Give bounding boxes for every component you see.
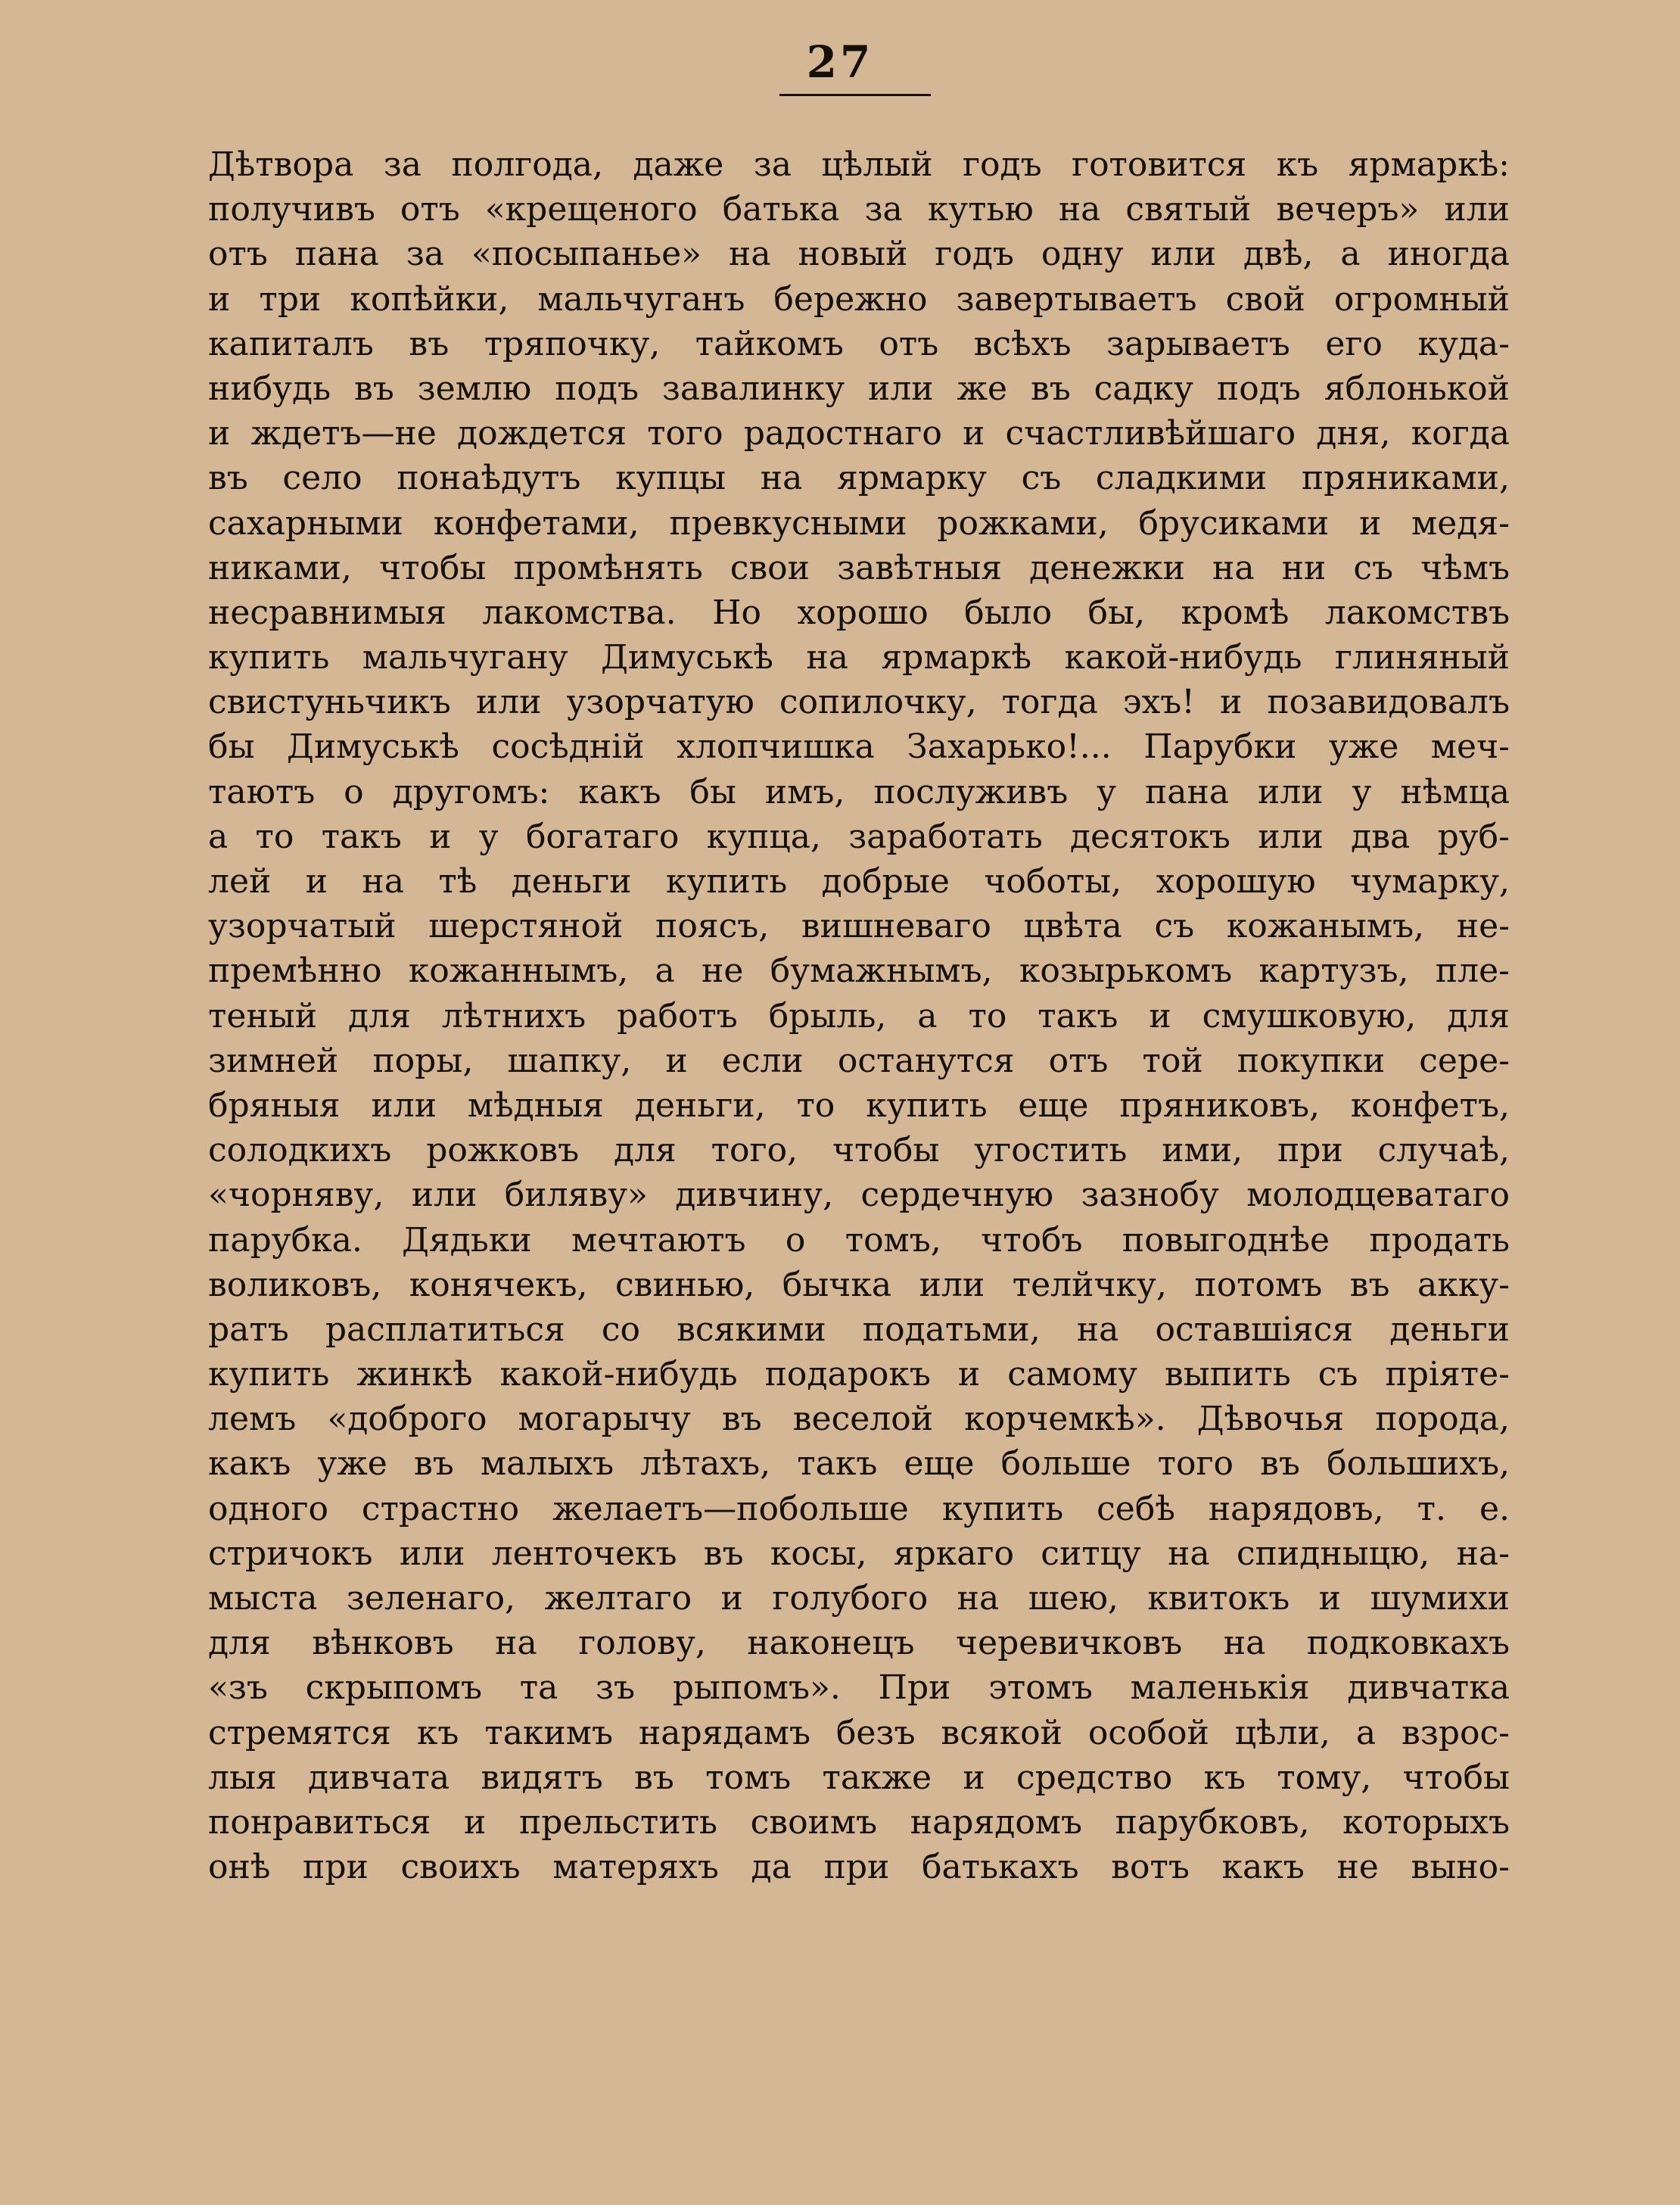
text-line: узорчатый шерстяной поясъ, вишневаго цвѣта съ кожанымъ, не- xyxy=(208,907,1510,946)
text-line: бы Димуськѣ сосѣдній хлопчишка Захарько!... Парубки уже меч- xyxy=(208,727,1510,767)
text-line: теный для лѣтнихъ работъ брыль, а то такъ и смушковую, для xyxy=(208,996,1510,1036)
text-line: ратъ расплатиться со всякими податьми, на оставшіяся деньги xyxy=(208,1310,1510,1349)
text-line: стремятся къ такимъ нарядамъ безъ всякой особой цѣли, а взрос- xyxy=(208,1713,1510,1752)
text-line: парубка. Дядьки мечтаютъ о томъ, чтобъ повыгоднѣе продать xyxy=(208,1220,1510,1260)
text-line: никами, чтобы промѣнять свои завѣтныя денежки на ни съ чѣмъ xyxy=(208,548,1510,587)
text-line: Дѣтвора за полгода, даже за цѣлый годъ готовится къ ярмаркѣ: xyxy=(208,145,1510,184)
page-number: 27 xyxy=(806,36,874,88)
text-line: несравнимыя лакомства. Но хорошо было бы, кромѣ лакомствъ xyxy=(208,593,1510,632)
text-line: сахарными конфетами, превкусными рожками, брусиками и медя- xyxy=(208,503,1510,543)
text-line: и ждетъ—не дождется того радостнаго и счастливѣйшаго дня, когда xyxy=(208,414,1510,453)
text-line: одного страстно желаетъ—побольше купить себѣ нарядовъ, т. е. xyxy=(208,1489,1510,1528)
text-line: лыя дивчата видятъ въ томъ также и средство къ тому, чтобы xyxy=(208,1758,1510,1797)
text-line: премѣнно кожаннымъ, а не бумажнымъ, козырькомъ картузъ, пле- xyxy=(208,951,1510,991)
text-line: получивъ отъ «крещеного батька за кутью на святый вечеръ» или xyxy=(208,190,1510,229)
text-line: для вѣнковъ на голову, наконецъ черевичковъ на подковкахъ xyxy=(208,1624,1510,1663)
text-line: «зъ скрыпомъ та зъ рыпомъ». При этомъ маленькія дивчатка xyxy=(208,1668,1510,1708)
text-line: въ село понаѣдутъ купцы на ярмарку съ сладкими пряниками, xyxy=(208,459,1510,498)
text-line: таютъ о другомъ: какъ бы имъ, послуживъ у пана или у нѣмца xyxy=(208,772,1510,811)
text-line: какъ уже въ малыхъ лѣтахъ, такъ еще больше того въ большихъ, xyxy=(208,1444,1510,1484)
text-line: зимней поры, шапку, и если останутся отъ той покупки сере- xyxy=(208,1041,1510,1080)
text-line: капиталъ въ тряпочку, тайкомъ отъ всѣхъ зарываетъ его куда- xyxy=(208,324,1510,363)
text-line: и три копѣйки, мальчуганъ бережно завертываетъ свой огромный xyxy=(208,279,1510,319)
text-line: лемъ «доброго могарычу въ веселой корчемкѣ». Дѣвочья порода, xyxy=(208,1400,1510,1439)
text-line: «чорняву, или биляву» дивчину, сердечную зазнобу молодцеватаго xyxy=(208,1176,1510,1215)
text-line: отъ пана за «посыпанье» на новый годъ одну или двѣ, а иногда xyxy=(208,235,1510,274)
text-line: воликовъ, конячекъ, свинью, бычка или телйчку, потомъ въ акку- xyxy=(208,1265,1510,1304)
text-line: мыста зеленаго, желтаго и голубого на шею, квитокъ и шумихи xyxy=(208,1579,1510,1618)
text-line: лей и на тѣ деньги купить добрые чоботы, хорошую чумарку, xyxy=(208,862,1510,901)
text-line: онѣ при своихъ матеряхъ да при батькахъ вотъ какъ не выно- xyxy=(208,1848,1510,1887)
text-body xyxy=(208,142,1510,1889)
text-line: свистуньчикъ или узорчатую сопилочку, тогда эхъ! и позавидовалъ xyxy=(208,683,1510,722)
text-line: а то такъ и у богатаго купца, заработать десятокъ или два руб- xyxy=(208,817,1510,856)
text-line: купить мальчугану Димуськѣ на ярмаркѣ какой-нибудь глиняный xyxy=(208,638,1510,677)
text-line: понравиться и прельстить своимъ нарядомъ парубковъ, которыхъ xyxy=(208,1802,1510,1842)
page-number-rule xyxy=(779,94,931,96)
text-line: бряныя или мѣдныя деньги, то купить еще пряниковъ, конфетъ, xyxy=(208,1085,1510,1125)
text-line: солодкихъ рожковъ для того, чтобы угостить ими, при случаѣ, xyxy=(208,1131,1510,1170)
text-line: стричокъ или ленточекъ въ косы, яркаго ситцу на спидныцю, на- xyxy=(208,1534,1510,1573)
text-line: нибудь въ землю подъ завалинку или же въ садку подъ яблонькой xyxy=(208,369,1510,408)
text-line: купить жинкѣ какой-нибудь подарокъ и самому выпить съ пріяте- xyxy=(208,1355,1510,1394)
